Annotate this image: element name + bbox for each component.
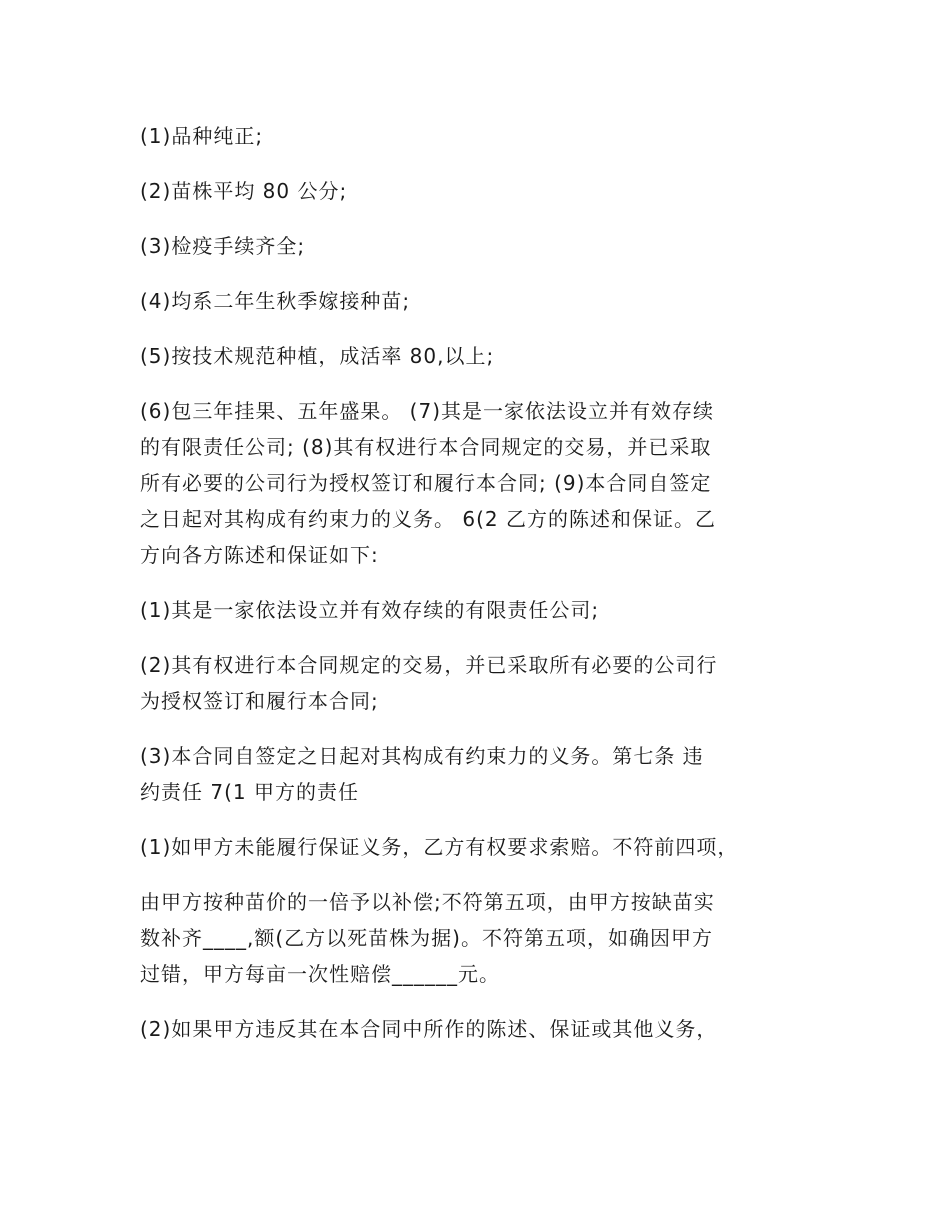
text-line: 过错，甲方每亩一次性赔偿______元。	[140, 962, 500, 986]
text-line: (2)如果甲方违反其在本合同中所作的陈述、保证或其他义务，	[140, 1017, 718, 1041]
clause-binding-obligation	[140, 738, 840, 810]
text-line: (6)包三年挂果、五年盛果。 (7)其是一家依法设立并有效存续	[140, 399, 715, 423]
clause-survival-rate	[140, 338, 840, 374]
text-line: 之日起对其构成有约束力的义务。 6(2 乙方的陈述和保证。乙	[140, 507, 716, 531]
text-line: (3)本合同自签定之日起对其构成有约束力的义务。第七条 违	[140, 744, 704, 768]
clause-party-b-company	[140, 592, 840, 628]
text-line: (1)其是一家依法设立并有效存续的有限责任公司;	[140, 598, 600, 622]
text-line: 约责任 7(1 甲方的责任	[140, 780, 359, 804]
text-line: (4)均系二年生秋季嫁接种苗;	[140, 289, 411, 313]
text-line: 的有限责任公司; (8)其有权进行本合同规定的交易，并已采取	[140, 435, 712, 459]
clause-quarantine	[140, 228, 840, 264]
text-line: (1)品种纯正;	[140, 124, 264, 148]
text-line: 方向各方陈述和保证如下:	[140, 543, 379, 567]
text-line: (2)其有权进行本合同规定的交易，并已采取所有必要的公司行	[140, 653, 718, 677]
text-line: (3)检疫手续齐全;	[140, 234, 306, 258]
clause-party-a-warranties	[140, 393, 840, 573]
clause-compensation	[140, 884, 840, 992]
text-line: 由甲方按种苗价的一倍予以补偿;不符第五项，由甲方按缺苗实	[140, 890, 715, 914]
text-line: 为授权签订和履行本合同;	[140, 689, 379, 713]
document-body	[140, 118, 840, 1066]
text-line: (2)苗株平均 80 公分;	[140, 179, 348, 203]
text-line: (1)如甲方未能履行保证义务，乙方有权要求索赔。不符前四项，	[140, 835, 739, 859]
clause-seedling-height	[140, 173, 840, 209]
clause-party-b-authority	[140, 647, 840, 719]
text-line: 所有必要的公司行为授权签订和履行本合同; (9)本合同自签定	[140, 471, 712, 495]
clause-variety-pure	[140, 118, 840, 154]
text-line: (5)按技术规范种植，成活率 80,以上;	[140, 344, 495, 368]
text-line: 数补齐____,额(乙方以死苗株为据)。不符第五项，如确因甲方	[140, 926, 713, 950]
clause-grafting	[140, 283, 840, 319]
clause-breach	[140, 1011, 840, 1047]
clause-liability-claim	[140, 829, 840, 865]
